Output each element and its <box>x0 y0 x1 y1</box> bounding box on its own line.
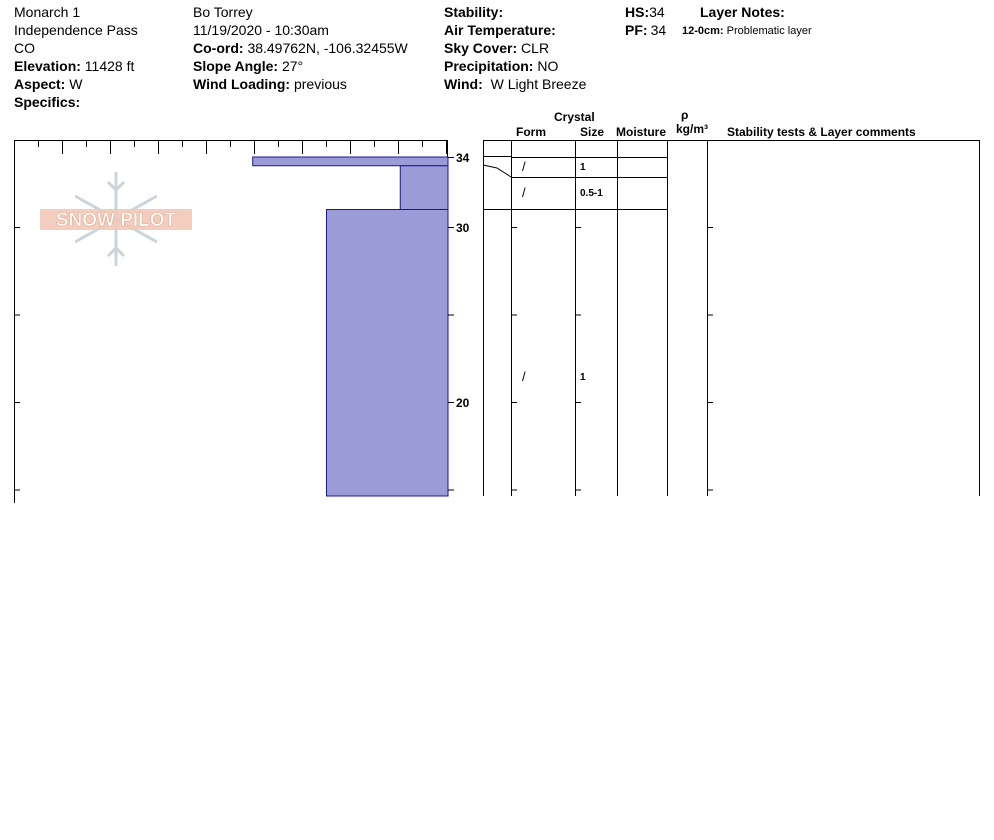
hs-label: HS: <box>625 4 650 20</box>
location-name: Monarch 1 <box>14 4 81 20</box>
crystal-size: 0.5-1 <box>580 188 603 199</box>
crystal-size: 1 <box>580 161 586 173</box>
aspect-value: W <box>69 76 83 92</box>
specifics-label: Specifics: <box>14 94 81 110</box>
precip-label: Precipitation: <box>444 58 534 74</box>
wind-loading-value: previous <box>293 76 347 92</box>
sky-label: Sky Cover: <box>444 40 518 56</box>
slope-label: Slope Angle: <box>193 58 279 74</box>
comments-header: Stability tests & Layer comments <box>727 125 916 139</box>
layer-note-text: Problematic layer <box>726 25 812 37</box>
crystal-rows <box>522 159 603 384</box>
rho-header: ρ <box>681 108 689 122</box>
moisture-header: Moisture <box>616 125 667 139</box>
crystal-form-symbol: / <box>522 368 526 384</box>
hardness-bar <box>253 157 448 166</box>
coord-label: Co-ord: <box>193 40 244 56</box>
crystal-size: 1 <box>580 371 586 383</box>
pf-label: PF: <box>625 22 648 38</box>
depth-tick-label-30: 30 <box>456 221 470 235</box>
layer-note-depth: 12-0cm: <box>682 25 724 37</box>
area-name: Independence Pass <box>14 22 138 38</box>
crystal-form-symbol: / <box>522 158 526 174</box>
snowpilot-logo <box>40 172 192 266</box>
state-name: CO <box>14 40 35 56</box>
observer-name: Bo Torrey <box>193 4 253 20</box>
elevation-label: Elevation: <box>14 58 81 74</box>
precip-value: NO <box>537 58 559 74</box>
density-unit-header: kg/m³ <box>676 122 709 136</box>
crystal-header: Crystal <box>554 110 595 124</box>
hardness-bars <box>253 157 448 496</box>
crystal-form-symbol: / <box>522 185 526 200</box>
air-temp-label: Air Temperature: <box>444 22 556 38</box>
wind-value: W Light Breeze <box>490 76 587 92</box>
elevation-value: 11428 ft <box>84 58 135 74</box>
layer-table-grid <box>483 140 980 496</box>
hardness-bar <box>400 166 448 210</box>
hardness-scale-ticks <box>15 140 447 154</box>
pf-value: 34 <box>650 22 667 38</box>
coord-value: 38.49762N, -106.32455W <box>247 40 408 56</box>
wind-label: Wind: <box>444 76 483 92</box>
depth-tick-label-34: 34 <box>456 151 470 165</box>
size-header: Size <box>580 125 605 139</box>
stability-label: Stability: <box>444 4 504 20</box>
depth-axis <box>448 158 454 491</box>
slope-value: 27° <box>281 58 304 74</box>
layer-table-ticks <box>511 228 713 491</box>
logo-text: SNOW PILOT <box>55 210 177 231</box>
form-header: Form <box>516 125 546 139</box>
wind-loading-label: Wind Loading: <box>193 76 291 92</box>
aspect-label: Aspect: <box>14 76 66 92</box>
hardness-bar <box>326 210 448 497</box>
observation-datetime: 11/19/2020 - 10:30am <box>193 22 329 38</box>
depth-tick-label-20: 20 <box>456 396 470 410</box>
sky-value: CLR <box>521 40 550 56</box>
hs-value: 34 <box>649 4 665 20</box>
layer-notes-label: Layer Notes: <box>700 4 785 20</box>
